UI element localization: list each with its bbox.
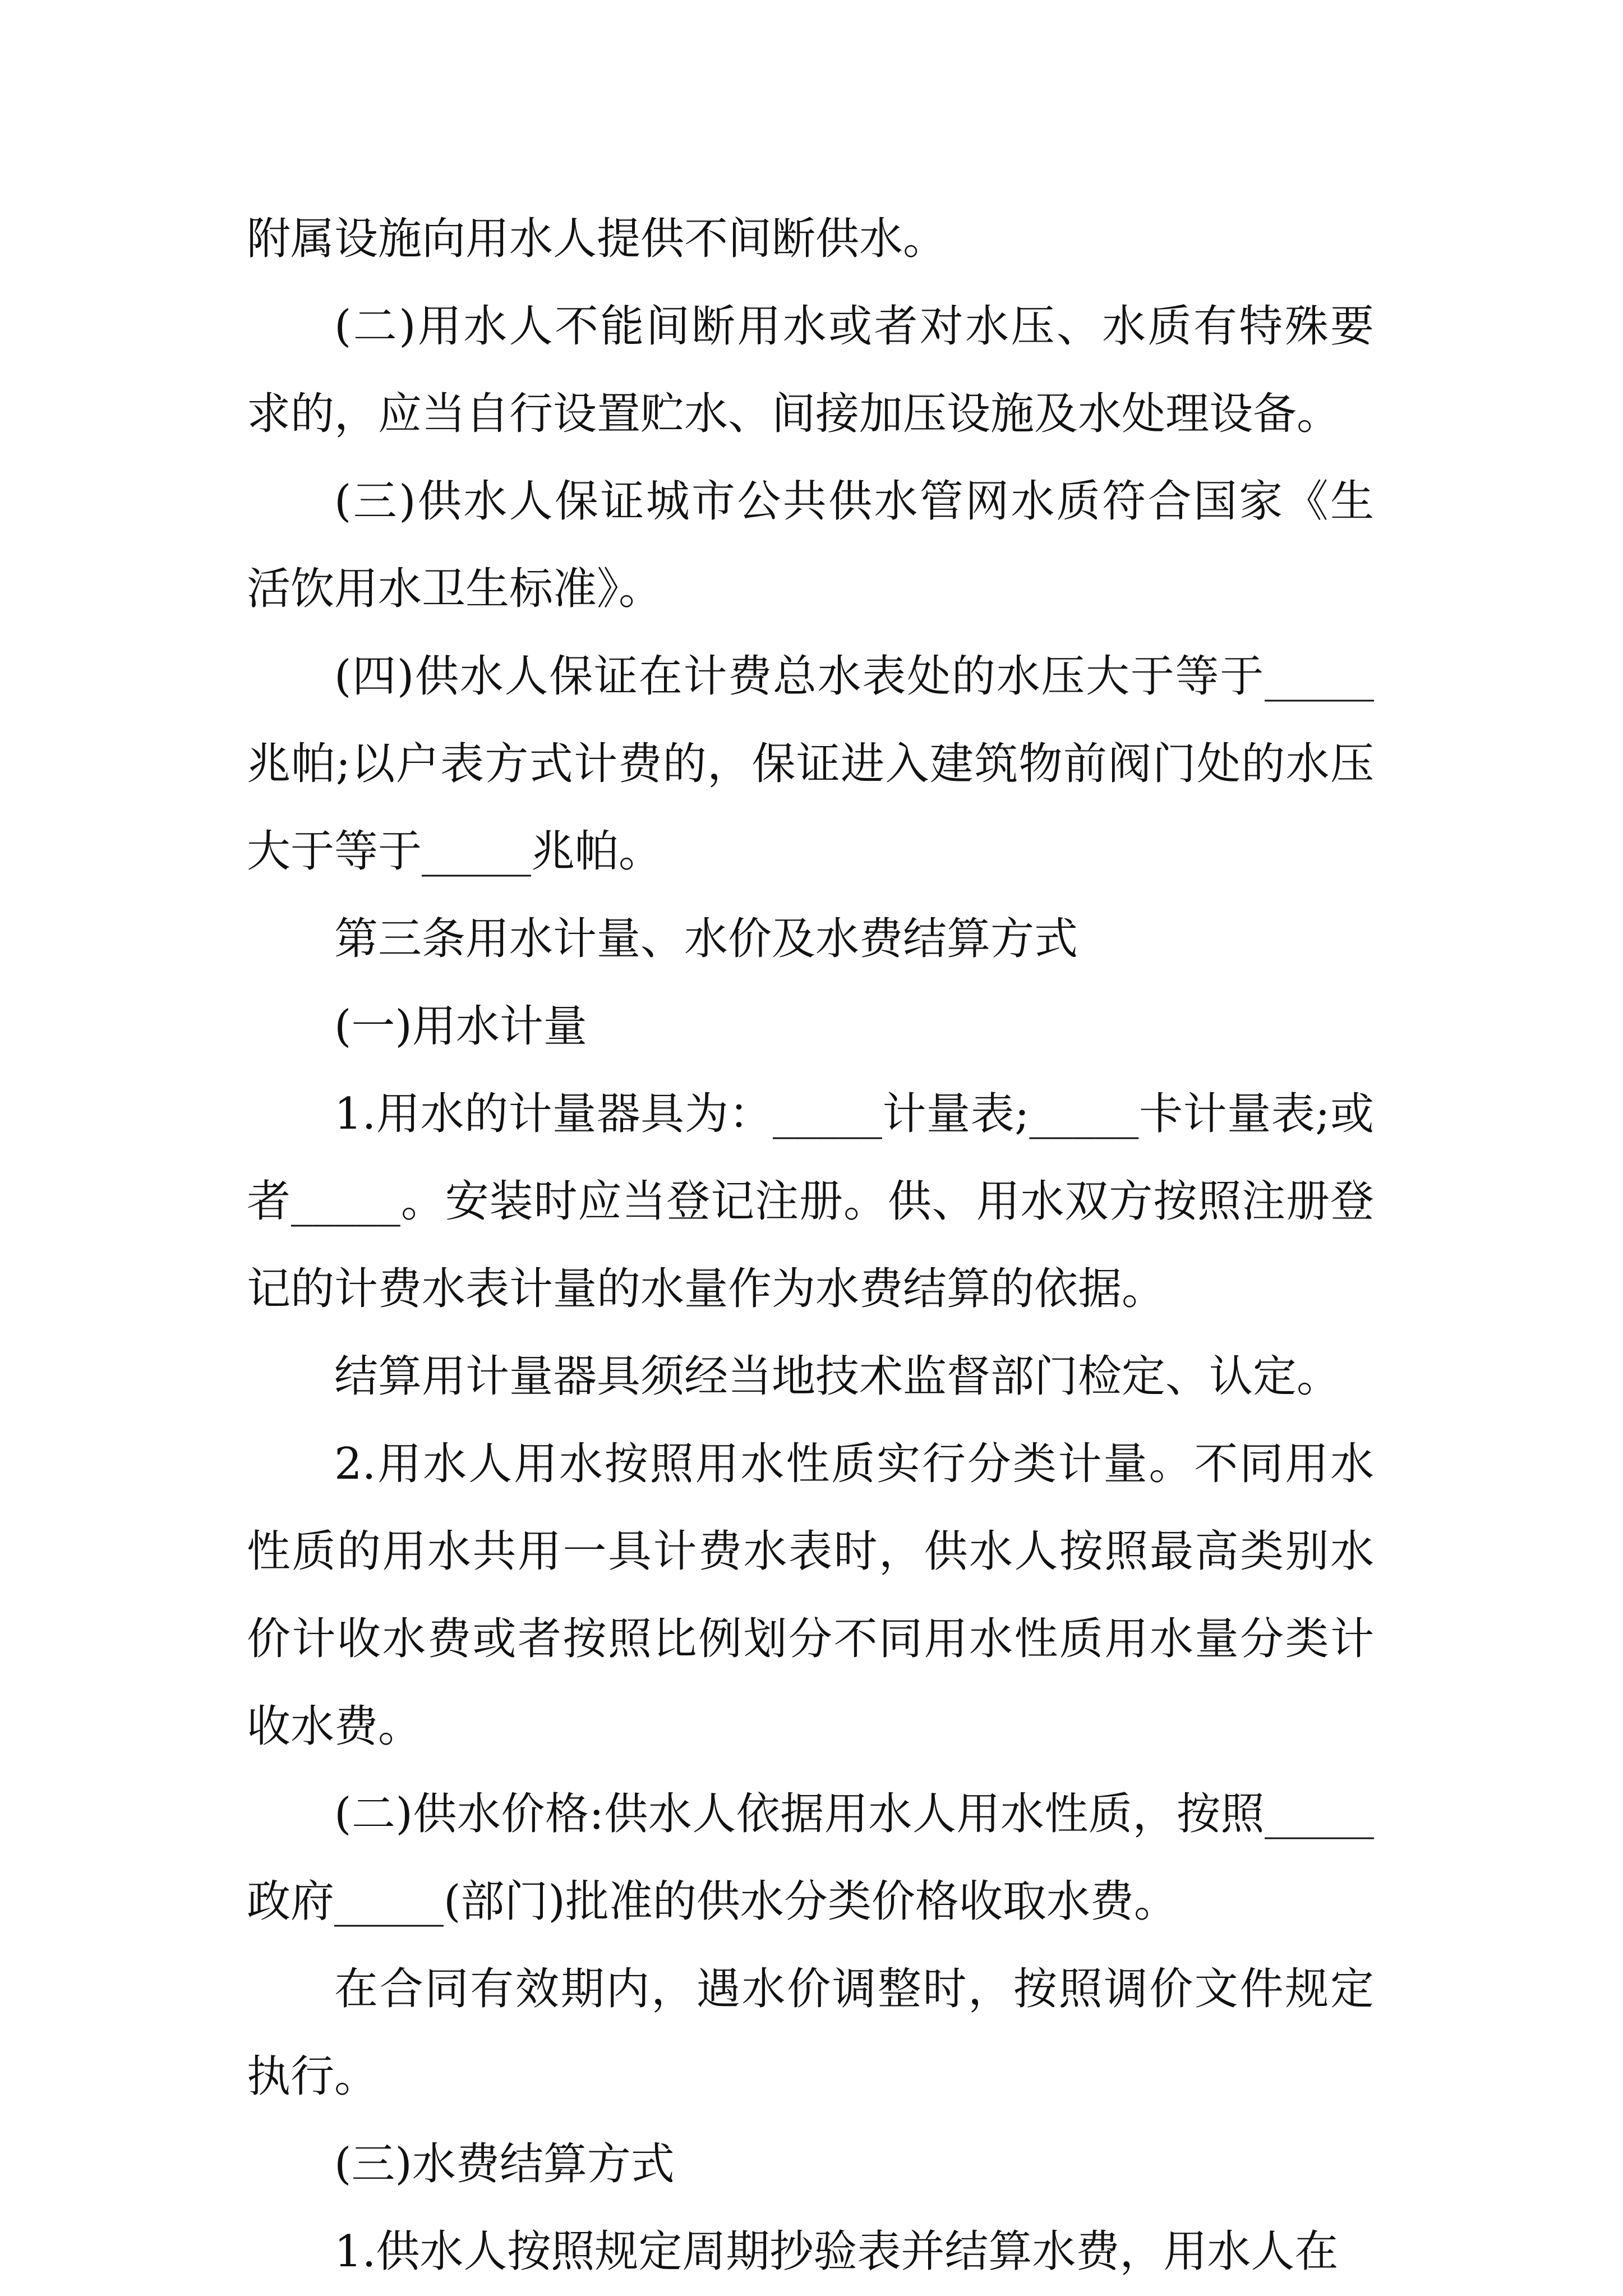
- paragraph: (三)供水人保证城市公共供水管网水质符合国家《生活饮用水卫生标准》。: [247, 476, 1374, 614]
- document-body: [247, 195, 1374, 2295]
- paragraph: 在合同有效期内，遇水价调整时，按照调价文件规定执行。: [247, 1964, 1374, 2102]
- paragraph: 结算用计量器具须经当地技术监督部门检定、认定。: [334, 1351, 1341, 1402]
- section-heading: 第三条用水计量、水价及水费结算方式: [334, 914, 1078, 964]
- subsection-heading: (一)用水计量: [334, 1001, 587, 1052]
- paragraph: 2.用水人用水按照用水性质实行分类计量。不同用水性质的用水共用一具计费水表时，供水人按照最高类别水价计收水费或者按照比例划分不同用水性质用水量分类计收水费。: [247, 1439, 1374, 1752]
- subsection-heading: (三)水费结算方式: [334, 2139, 675, 2189]
- paragraph: (四)供水人保证在计费总水表处的水压大于等于_____兆帕;以户表方式计费的，保证进入建筑物前阀门处的水压大于等于_____兆帕。: [247, 651, 1374, 877]
- paragraph: 1.供水人按照规定周期抄验表并结算水费，用水人在: [334, 2226, 1339, 2277]
- paragraph: (二)供水价格:供水人依据用水人用水性质，按照_____政府_____(部门)批准的供水分类价格收取水费。: [247, 1789, 1374, 1927]
- paragraph: 1.用水的计量器具为：_____计量表;_____卡计量表;或者_____。安装时应当登记注册。供、用水双方按照注册登记的计费水表计量的水量作为水费结算的依据。: [247, 1089, 1374, 1314]
- paragraph: (二)用水人不能间断用水或者对水压、水质有特殊要求的，应当自行设置贮水、间接加压设施及水处理设备。: [247, 301, 1374, 439]
- paragraph: 附属设施向用水人提供不间断供水。: [247, 214, 947, 264]
